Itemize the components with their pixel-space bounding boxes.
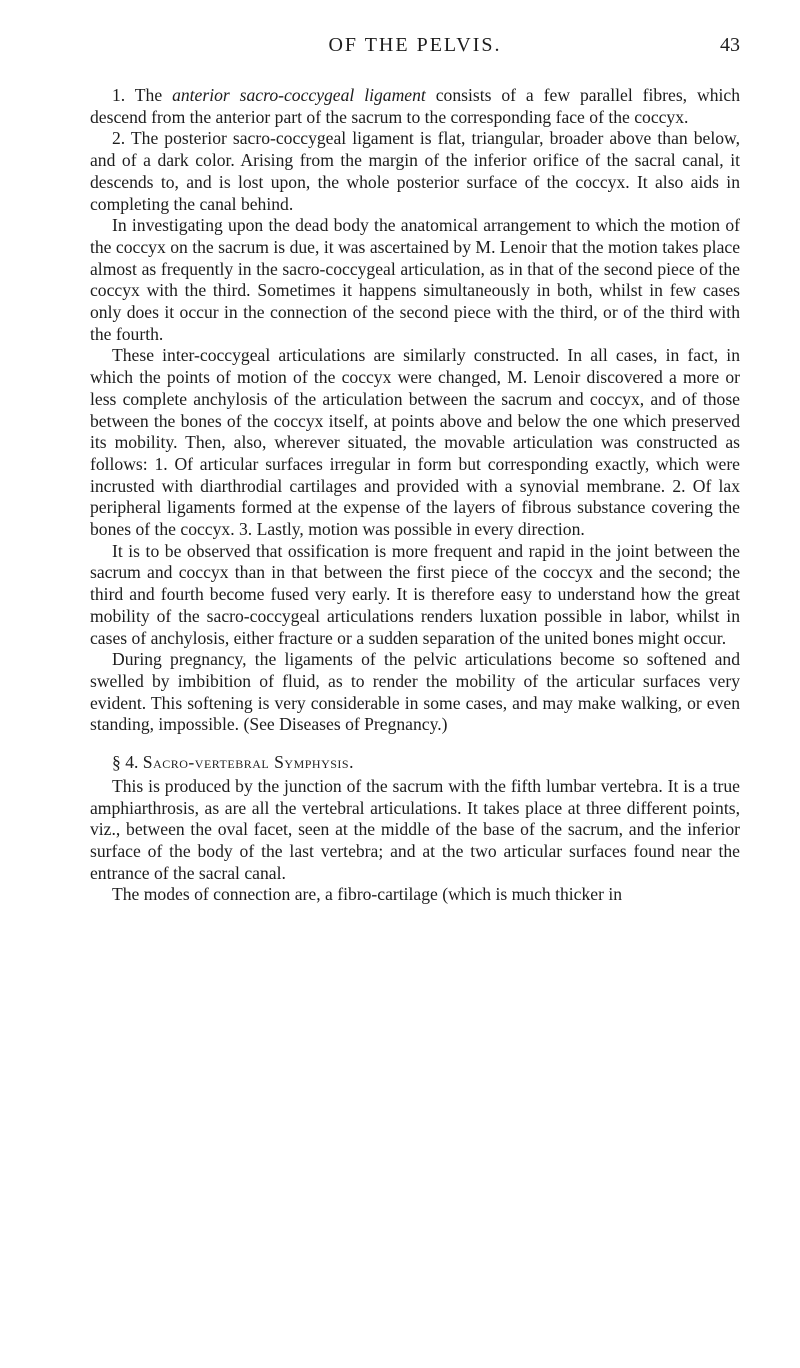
- paragraph-text: consists of a few parallel fibres, which descend from the anterior part of the sacrum to the corresponding face of the coccyx.: [90, 85, 741, 127]
- paragraph-ossification: It is to be observed that ossification is more frequent and rapid in the joint between the sacrum and coccyx than in that between the first piece of the coccyx and the second; the third and fourth become fused very early. It is therefore easy to understand how the great mobility of the sacro-coccygeal articulations renders luxation possible in labor, whilst in cases of anchylosis, either fracture or a sudden separation of the united bones might occur.: [90, 540, 740, 648]
- paragraph-sacro-vertebral: This is produced by the junction of the sacrum with the fifth lumbar vertebra. It is a true amphiarthrosis, as are all the vertebral articulations. It takes place at three different points, viz., between the oval facet, seen at the middle of the base of the sacrum, and the inferior surface of the body of the last vertebra; and at the two articular surfaces found near the entrance of the sacral canal.: [90, 775, 740, 883]
- emphasized-term: anterior sacro-coccygeal ligament: [172, 85, 426, 105]
- section-number: § 4.: [112, 752, 139, 773]
- page-header: [90, 34, 740, 64]
- paragraph-pregnancy: During pregnancy, the ligaments of the pelvic articulations become so softened and swelled by imbibition of fluid, as to render the mobility of the articular surfaces very evident. This softening is very considerable in some cases, and may make walking, or even standing, impossible. (See Diseases of Pregnancy.): [90, 649, 740, 735]
- paragraph-lenoir-investigation: In investigating upon the dead body the anatomical arrangement to which the motion of the coccyx on the sacrum is due, it was ascertained by M. Lenoir that the motion takes place almost as frequently in the sacro-coccygeal articulation, as in that of the second piece of the coccyx with the third. Sometimes it happens simultaneously in both, whilst in few cases only does it occur in the connection of the second piece with the third, or of the third with the fourth.: [90, 215, 740, 344]
- paragraph-anterior-ligament: [90, 85, 740, 128]
- body-text: [90, 85, 740, 906]
- paragraph-inter-coccygeal: These inter-coccygeal articulations are similarly constructed. In all cases, in fact, in which the points of motion of the coccyx were changed, M. Lenoir discovered a more or less complete anchylosis of the articulation between the sacrum and coccyx, and of those between the bones of the coccyx itself, at points above and below the one which preserved its mobility. Then, also, wherever situated, the movable articulation was constructed as follows: 1. Of articular surfaces irregular in form but corresponding exactly, which were incrusted with diarthrodial cartilages and provided with a synovial membrane. 2. Of lax peripheral ligaments formed at the expense of the layers of fibrous substance covering the bones of the coccyx. 3. Lastly, motion was possible in every direction.: [90, 345, 740, 540]
- paragraph-modes-of-connection: The modes of connection are, a fibro-cartilage (which is much thicker in: [112, 884, 623, 905]
- section-title: Sacro-vertebral Symphysis.: [142, 752, 354, 773]
- running-head: OF THE PELVIS.: [328, 34, 502, 56]
- page-number: 43: [720, 34, 740, 56]
- paragraph-posterior-ligament: 2. The posterior sacro-coccygeal ligament is flat, triangular, broader above than below, and of a dark color. Arising from the margin of the inferior orifice of the sacral canal, it descends to, and is lost upon, the whole posterior surface of the coccyx. It also aids in completing the canal behind.: [90, 128, 740, 214]
- paragraph-prefix: 1. The: [112, 85, 173, 105]
- section-heading: [90, 752, 740, 774]
